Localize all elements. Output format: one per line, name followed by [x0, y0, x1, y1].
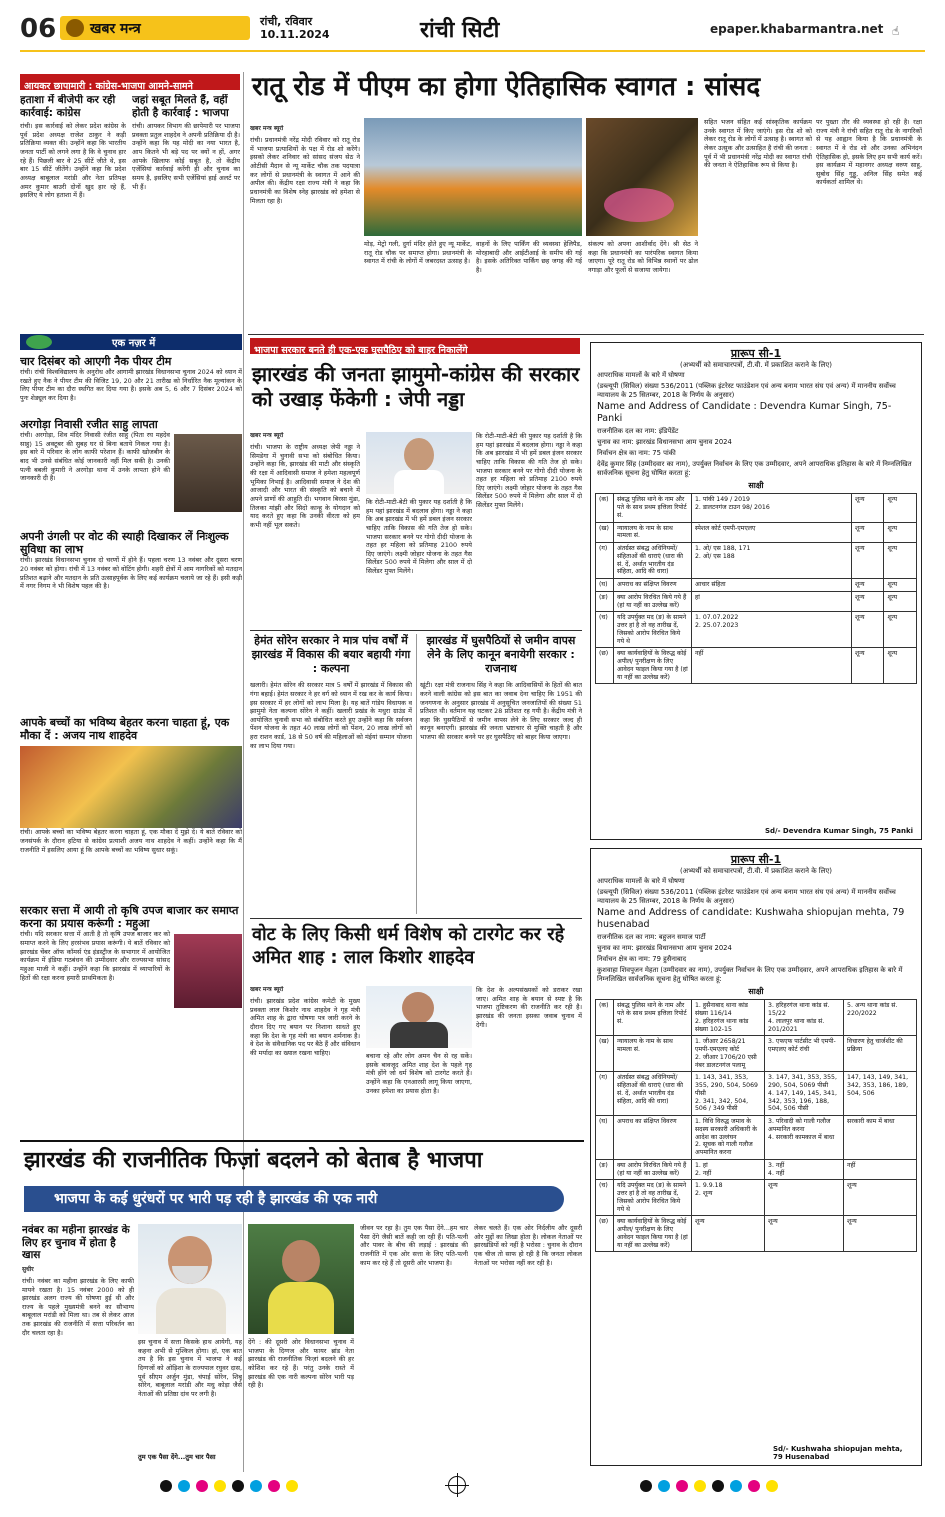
rangoli-photo — [586, 118, 698, 236]
feature-byline: सुधीर — [22, 1265, 34, 1273]
legal-table-row — [596, 579, 917, 592]
legal-1-table — [595, 493, 917, 684]
legal-table-cell: 3. एफएफ पार्टसीट भी एमपी-एमएलए कोर्ट रांची — [765, 1036, 844, 1072]
news-item-3 — [20, 530, 242, 708]
legal-2-intro: आपराधिक मामलों के बारे में घोषणा — [597, 877, 685, 885]
lead-col-5 — [704, 118, 812, 332]
legal-table-cell: 1. पांकी 149 / 2019 2. डालटनगंज टाउन 98/ 2016 — [692, 494, 852, 522]
lead-col-1 — [250, 125, 360, 330]
news-item-2-body: रांची। अरगोड़ा, शिव मंदिर निवासी रंजीत साहु (पिता रघ महदेव साहु) 15 अक्टूबर की सुबह घर से बिना बताये निकल गया है। इस बारे में परिवार के लोग काफी परेशान हैं। काफी खोजबीन के बाद भी उनसे संबंधित कोई जानकारी नहीं मिल सकी है। उनकी पत्नी बबली कुमारी ने अरगोड़ा थाना में उनके लापता होने की जानकारी दी है। — [20, 431, 170, 483]
legal-1-party: राजनीतिक दल का नाम: इंडिपेंडेंट — [597, 427, 679, 436]
amit-headline: वोट के लिए किसी धर्म विशेष को टारगेट कर रहे अमित शाह : लाल किशोर शाहदेव — [252, 924, 565, 968]
news-item-2-headline: अरगोड़ा निवासी रजीत साहु लापता — [20, 418, 158, 431]
registration-mark-icon — [448, 1476, 466, 1494]
feature-body-4: जीवन पर रहा है। तुम एक पैसा देंगे...हम चार पैसा देंगे जैसी बातें कही जा रही हैं। पति-पत्नी और पावर के बीच की लड़ाई : झारखंड की राजनीति में एक ओर सत्ता के लिए पति-पत्नी काम कर रहे हैं तो दूसरी ओर भाजपा है। — [360, 1224, 468, 1267]
legal-2-signature: Sd/- Kushwaha shiopujan mehta, 79 Husenabad — [773, 1445, 903, 1461]
legal-table-cell: शून्य — [884, 543, 917, 579]
legal-table-cell: (ग) — [596, 543, 614, 579]
color-registration-dot — [214, 1480, 226, 1492]
left-kicker-text: आयकर छापामारी : कांग्रेस-भाजपा आमने-सामने — [24, 81, 193, 92]
brand-logo-icon — [66, 19, 84, 37]
legal-table-row — [596, 1216, 917, 1252]
amit-col-3 — [476, 986, 582, 1126]
legal-table-cell: (ङ) — [596, 1159, 614, 1180]
kalpana-photo — [248, 1224, 354, 1334]
legal-2-declaration: कुशवाहा शिवपूजन मेहता (उम्मीदवार का नाम), उपर्युक्त निर्वाचन के लिए एक उम्मीदवार, अपने आपराधिक इतिहास के बारे में निम्नलिखित सार्वजनिक सूचना हेतु घोषित करता हूं: — [597, 965, 903, 983]
legal-table-cell: क्या आरोप विरचित किये गये हैं (हां या नहीं का उल्लेख करें) — [614, 591, 692, 612]
news-item-1-body: रांची। रांची विश्वविद्यालय के अनुरोध और आगामी झारखंड विधानसभा चुनाव 2024 को ध्यान में रखते हुए नैक ने पीयर टीम की विजिट 19, 20 और 21 तारीख को निर्धारित नैक मूल्यांकन के लिए पीयर टीम का दौरा स्थगित कर दिया गया है। इसके अब 5, 6 और 7 दिसंबर 2024 को पुनः शेड्यूल कर दिया है। — [20, 368, 242, 403]
legal-table-row — [596, 1072, 917, 1116]
feature-col-5 — [474, 1224, 582, 1462]
brand-bar — [60, 16, 250, 40]
lead-byline: खबर मन्त्र ब्यूरो — [250, 125, 284, 132]
feature-box-title: नवंबर का महीना झारखंड के लिए हर चुनाव में होता है खास — [22, 1224, 130, 1262]
legal-table-cell: शून्य — [884, 579, 917, 592]
nadda-bottom-rule — [250, 630, 582, 631]
roadshow-photo — [364, 118, 582, 236]
legal-table-cell: अंतर्ग्रस्त संबद्ध अधिनियमों/ संहिताओं की धाराएं (धारा की सं. दें, अर्थात भारतीय दंड संहिता, आदि की धारा) — [614, 1072, 692, 1116]
legal-table-cell: शून्य — [884, 522, 917, 543]
legal-table-cell: आचार संहिता — [692, 579, 852, 592]
left-story-2-body: रांची। आयकर विभाग की छापेमारी पर भाजपा प्रवक्ता प्रतुल शाहदेव ने अपनी प्रतिक्रिया दी है। उन्होंने कहा कि यह मोदी का नया भारत है, आप कितने भी बड़े पद पर क्यों न हों, अगर आपके खिलाफ कोई सबूत है, तो केंद्रीय एजेंसियां कार्रवाई करेंगी ही और चुनाव का समय है, इसलिए सभी एजेंसियां हाई अलर्ट पर भी हैं। — [132, 122, 240, 191]
legal-table-cell: (ख) — [596, 1036, 614, 1072]
news-item-1 — [20, 355, 242, 415]
color-registration-dot — [748, 1480, 760, 1492]
left-story-2-headline: जहां सबूत मिलते हैं, वहीं होती है कार्रवाई : भाजपा — [132, 94, 229, 119]
lead-body-6: पर पुख्ता तौर की व्यवस्था हो रही है। रक्षा राज्य मंत्री ने रांची सहित रातू रोड के नागरिकों से यह आह्वान किया है कि प्रधानमंत्री के स्वागत में वे रोड शो और उनका अभिनंदन ऐतिहासिक हो, इसके लिए हम सभी कार्य करें। इस कार्यक्रम में महानगर अध्यक्ष वरुण साहु, सुबोध सिंह गुड्डू, अनिल सिंह समेत कई कार्यकर्ता शामिल थे। — [816, 118, 922, 187]
feature-body-2: इस चुनाव में सत्ता किसके हाथ आयेगी, यह कहना अभी से मुश्किल होगा। हां, एक बात तय है कि इस चुनाव में भाजपा ने कई दिग्गजों को ओड़िशा के राज्यपाल रघुवर दास, पूर्व सीएम अर्जुन मुंडा, चंपाई सोरेन, शिबू सोरेन, बाबूलाल मरांडी और मधु कोड़ा जैसे नेताओं की प्रतिष्ठा दांव पर लगी है। — [138, 1338, 242, 1398]
legal-table-cell: यदि उपर्युक्त मद (ङ) के सामने उत्तर हां है तो वह तारीख दें, जिसको आरोप विरचित किये गये थे — [614, 612, 692, 648]
legal-table-row — [596, 1159, 917, 1180]
lead-body-3: वाहनों के लिए पार्किंग की व्यवस्था हेलिपैड, मोरहाबादी और आईटीआई के समीप की गई है। इसके अतिरिक्त पार्किंग छह जगह की गई है। — [476, 240, 582, 274]
legal-table-row — [596, 1036, 917, 1072]
legal-1-intro: आपराधिक मामलों के बारे में घोषणा — [597, 371, 685, 379]
lead-col-4 — [588, 240, 698, 332]
legal-table-cell: न्यायालय के नाम के साथ मामला सं. — [614, 522, 692, 543]
legal-table-row — [596, 1000, 917, 1036]
kalpana-face-icon — [282, 1240, 320, 1282]
nadda-headline: झारखंड की जनता झामुमो-कांग्रेस की सरकार को उखाड़ फेंकेगी : जेपी नड्डा — [252, 362, 580, 411]
legal-table-row — [596, 591, 917, 612]
col-divider — [243, 72, 244, 1472]
ek-nazar-bar — [20, 334, 242, 350]
kalpana-divider — [416, 634, 417, 914]
kalpana-story — [250, 634, 412, 914]
legal-table-cell: संबद्ध पुलिस थाने के नाम और पते के साथ प्रथम इत्तिला रिपोर्ट सं. — [614, 1000, 692, 1036]
color-registration-dot — [658, 1480, 670, 1492]
nadda-body-2: कि रोटी-माटी-बेटी की पुकार यह दर्शाती है कि हम यहां झारखंड में बदलाव होगा। नड्डा ने कहा कि अब झारखंड में भी हमें डबल इंजन सरकार चाहिए ताकि विकास की गति तेज हो सके। भाजपा सरकार बनने पर गोगो दीदी योजना के तहत हर महिला को प्रतिमाह 2100 रुपये दिए जाएंगे। लक्ष्मी जोहार योजना के तहत गैस सिलेंडर 500 रुपये में मिलेगा और साल में दो सिलेंडर मुफ्त मिलेंगे। — [366, 498, 472, 576]
legal-table-cell: शून्य — [851, 494, 884, 522]
feature-headline: झारखंड की राजनीतिक फिज़ां बदलने को बेताब है भाजपा — [24, 1148, 483, 1173]
legal-table-cell: (क) — [596, 1000, 614, 1036]
feature-col-2 — [138, 1338, 242, 1462]
brand-name: खबर मन्त्र — [90, 21, 141, 37]
feature-subhead: भाजपा के कई धुरंधरों पर भारी पड़ रही है झारखंड की एक नारी — [54, 1191, 378, 1207]
feature-top-rule — [20, 1140, 584, 1142]
legal-table-cell: (च) — [596, 1180, 614, 1216]
rajnath-story — [420, 634, 582, 914]
legal-table-cell: शून्य — [851, 648, 884, 684]
feature-body-1: रांची। नवंबर का महीना झारखंड के लिए काफी मायने रखता है। 15 नवंबर 2000 को ही झारखंड अलग राज्य की घोषणा हुई थी और राज्य के पहले मुख्यमंत्री बनने का सौभाग्य बाबूलाल मरांडी को मिला था। तब से लेकर आज तक झारखंड की राजनीति में सत्ता परिवर्तन का दौर चलता रहा है। — [22, 1276, 134, 1337]
nadda-kicker-text: भाजपा सरकार बनते ही एक-एक घुसपैठिए को बाहर निकालेंगे — [254, 345, 468, 356]
legal-1-signature: Sd/- Devendra Kumar Singh, 75 Panki — [764, 827, 913, 835]
news-item-4 — [20, 716, 242, 896]
legal-table-cell: स्पेशल कोर्ट एमपी-एमएलए — [692, 522, 852, 543]
legal-1-ref: (डब्ल्यूपी (सिविल) संख्या 536/2011 (पब्लिक इंटरेस्ट फाउंडेशन एवं अन्य बनाम भारत संघ एवं अन्य) में माननीय सर्वोच्च न्यायालय के 25 सितम्बर, 2018 के निर्णय के अनुसार) — [597, 381, 896, 399]
legal-table-cell: 5. अन्य थाना कांड सं. 220/2022 — [844, 1000, 917, 1036]
nadda-body-3: कि रोटी-माटी-बेटी की पुकार यह दर्शाती है कि हम यहां झारखंड में बदलाव होगा। नड्डा ने कहा कि अब झारखंड में भी हमें डबल इंजन सरकार चाहिए ताकि विकास की गति तेज हो सके। भाजपा सरकार बनने पर गोगो दीदी योजना के तहत हर महिला को प्रतिमाह 2100 रुपये दिए जाएंगे। लक्ष्मी जोहार योजना के तहत गैस सिलेंडर 500 रुपये में मिलेगा और साल में दो सिलेंडर मुफ्त मिलेंगे। — [476, 432, 582, 510]
legal-table-cell: (छ) — [596, 648, 614, 684]
legal-2-title: प्रारूप सी-1 — [730, 853, 782, 866]
nadda-body: रांची। भाजपा के राष्ट्रीय अध्यक्ष जेपी नड्डा ने सिमडेगा में चुनावी सभा को संबोधित किया। उन्होंने कहा कि, झारखंड की माटी और संस्कृति की रक्षा में आदिवासी समाज ने हमेशा महत्वपूर्ण भूमिका निभाई है। आदिवासी समाज ने देश की आजादी और भारत की संस्कृति को बचाने में अपने प्राणों की आहुति दी। भगवान बिरसा मुंडा, तिलका मांझी और सिदो कान्हू के योगदान को याद करते हुए कहा कि उनकी वीरता को हम कभी नहीं भूल सकते। — [250, 443, 360, 529]
legal-table-row — [596, 1116, 917, 1160]
legal-table-cell: क्या आरोप विरचित किये गये हैं (हां या नहीं का उल्लेख करें) — [614, 1159, 692, 1180]
legal-table-cell: (च) — [596, 612, 614, 648]
legal-table-cell: शून्य — [844, 1180, 917, 1216]
legal-table-cell: यदि उपर्युक्त मद (ङ) के सामने उत्तर हां है तो वह तारीख दें, जिसको आरोप विरचित किये गये थे — [614, 1180, 692, 1216]
legal-table-cell: 1. हां 2. नहीं — [692, 1159, 765, 1180]
legal-table-cell: 3. हरिहरगंज थाना कांड सं. 15/22 4. लालपुर थाना कांड सं. 201/2021 — [765, 1000, 844, 1036]
news-item-3-body: रांची। झारखंड विधानसभा चुनाव दो चरणों में होने हैं। पहला चरण 13 नवंबर और दूसरा चरण 20 नवंबर को होगा। रांची में 13 नवंबर को वोटिंग होगी। शहरी क्षेत्रों में आम नागरिकों को मतदान प्रतिशत बढ़ाने और मतदान के प्रति उत्साहपूर्वक के लिए कई कार्यक्रम चलाये जा रहे हैं। इसी कड़ी में नगर निगम ने भी विशेष पहल की है। — [20, 556, 242, 591]
legal-table-cell: शून्य — [844, 1216, 917, 1252]
kalpana-saree-icon — [268, 1282, 334, 1334]
news-item-4-body: रांची। आपके बच्चों का भविष्य बेहतर करना चाहता हूं, एक मौका दें मुझे दें। ये बातें रविवार को जनसंपर्क के दौरान हटिया से कांग्रेस प्रत्याशी अजय नाथ शाहदेव ने कहीं। उन्होंने कहा कि मैं राजनीति में इसलिए आया हूं कि आपके बच्चों का भविष्य सुधार सकूं। — [20, 828, 242, 854]
rajnath-bottom-rule — [250, 918, 582, 919]
dateline-date: 10.11.2024 — [260, 28, 330, 41]
legal-table-cell: (क) — [596, 494, 614, 522]
legal-table-row — [596, 522, 917, 543]
feature-body-3: देंगे : की दूसरी ओर विधानसभा चुनाव में भाजपा के दिग्गज और फायर ब्रांड नेता झारखंड की राजनीतिक फिज़ां बदलने की हर कोशिश कर रहे हैं। परंतु उनके रास्ते में झारखंड की एक नारी कल्पना सोरेन भारी पड़ रही है। — [248, 1338, 354, 1390]
legal-1-saakshi: साक्षी — [748, 481, 764, 491]
color-registration-dot — [250, 1480, 262, 1492]
lead-bottom-rule — [248, 334, 924, 335]
legal-table-row — [596, 648, 917, 684]
amit-byline: खबर मन्त्र ब्यूरो — [250, 986, 284, 993]
legal-table-cell: शून्य — [765, 1216, 844, 1252]
amit-col-1 — [250, 986, 360, 1126]
legal-2-constituency: निर्वाचन क्षेत्र का नाम: 79 हुसैनाबाद — [597, 954, 687, 963]
legal-table-cell: शून्य — [851, 612, 884, 648]
rajnath-headline: झारखंड में घुसपैठियों से जमीन वापस लेने के लिए कानून बनायेगी सरकार : राजनाथ — [426, 634, 576, 675]
globe-icon — [26, 335, 52, 349]
legal-table-row — [596, 494, 917, 522]
mahua-maji-photo — [174, 934, 242, 1008]
legal-table-cell: शून्य — [692, 1216, 765, 1252]
lal-kishore-shirt-icon — [390, 1022, 448, 1048]
legal-table-cell: शून्य — [851, 591, 884, 612]
legal-table-cell: 3. नहीं 4. नहीं — [765, 1159, 844, 1180]
legal-table-cell: (घ) — [596, 579, 614, 592]
legal-table-cell: (घ) — [596, 1116, 614, 1160]
lead-headline: रातू रोड में पीएम का होगा ऐतिहासिक स्वागत : सांसद — [252, 72, 761, 102]
lead-body-5: सहित भजन संहित कई सांस्कृतिक कार्यक्रम उनके स्वागत में किए जाएंगे। इस रोड शो को लेकर रातू रोड के लोगों में उत्साह है। स्वागत को लेकर उत्सुक और उत्साहित है रांची की जनता : पूर्व में भी प्रधानमंत्री नरेंद्र मोदी का स्वागत रांची की जनता ने ऐतिहासिक रूप से किया है। — [704, 118, 812, 170]
modi-kurta-icon — [156, 1288, 226, 1334]
feature-col-4 — [360, 1224, 468, 1462]
color-registration-dot — [676, 1480, 688, 1492]
color-registration-dot — [196, 1480, 208, 1492]
nadda-face-icon — [404, 438, 434, 472]
missing-person-photo — [174, 434, 242, 512]
lead-col-2 — [364, 240, 472, 332]
feature-box — [22, 1224, 134, 1462]
amit-col-2 — [366, 1052, 472, 1126]
legal-table-cell: अंतर्ग्रस्त संबद्ध अधिनियमों/ संहिताओं की धाराएं (धारा की सं. दें, अर्थात भारतीय दंड संहिता, आदि की धारा) — [614, 543, 692, 579]
legal-2-party: राजनीतिक दल का नाम: बहुजन समाज पार्टी — [597, 933, 706, 942]
website-url[interactable]: epaper.khabarmantra.net — [710, 22, 884, 36]
legal-table-cell: अपराध का संक्षिप्त विवरण — [614, 579, 692, 592]
legal-table-cell: अपराध का संक्षिप्त विवरण — [614, 1116, 692, 1160]
amit-body-3: कि देश के अल्पसंख्यकों को डराकर रखा जाए। अमित शाह के बयान से स्पष्ट है कि भाजपा तुष्टिकरण की राजनीति कर रही है। झारखंड की जनता इसका जवाब चुनाव में देगी। — [476, 986, 582, 1029]
amit-body: रांची। झारखंड प्रदेश कांग्रेस कमेटी के मुख्य प्रवक्ता लाल किशोर नाथ शाहदेव ने गृह मंत्री अमित शाह के द्वारा घोषणा पत्र जारी करने के दौरान दिए गए बयान पर निशाना साधते हुए कहा कि देश के गृह मंत्री का बयान शर्मनाक है। वे देश के संवैधानिक पद पर बैठे हैं और संविधान की मर्यादा का ख्याल रखना चाहिए। — [250, 997, 360, 1057]
legal-table-cell: शून्य — [851, 522, 884, 543]
left-kicker — [20, 74, 240, 90]
left-story-1-headline: हताशा में बीजेपी कर रही कार्रवाई: कांग्रेस — [20, 94, 116, 119]
kalpana-headline: हेमंत सोरेन सरकार ने मात्र पांच वर्षों में झारखंड में विकास की बयार बहायी गंगा : कल्पना — [251, 634, 411, 675]
lead-col-3 — [476, 240, 582, 332]
color-registration-dot — [766, 1480, 778, 1492]
news-item-3-headline: अपनी उंगली पर वोट की स्याही दिखाकर लें निःशुल्क सुविधा का लाभ — [20, 530, 229, 557]
masthead — [20, 12, 925, 48]
nadda-kicker — [250, 338, 580, 354]
legal-table-cell: 1. 9.9.18 2. शून्य — [692, 1180, 765, 1216]
legal-table-cell: 1. 143, 341, 353, 355, 290, 504, 5069 पीसी 2. 341, 342, 504, 506 / 349 पीसी — [692, 1072, 765, 1116]
news-item-5-body: रांची। यदि सरकार सत्ता में आती है तो कृषि उपज बाजार कर को समाप्त करने के लिए हरसंभव प्रयास करूंगी। ये बातें रविवार को झारखंड चेंबर ऑफ कॉमर्स एंड इंडस्ट्रीज के सभागार में आयोजित कार्यक्रम में इंडिया गठबंधन की उम्मीदवार और राज्यसभा सांसद महुआ माजी ने कहीं। उन्होंने कहा कि झारखंड में व्यापारियों के हितों की रक्षा करना हमारी प्राथमिकता है। — [20, 930, 170, 982]
modi-beard-icon — [172, 1266, 208, 1284]
page-number: 06 — [20, 14, 57, 44]
ek-nazar-label: एक नज़र में — [112, 338, 156, 349]
legal-notice-1 — [590, 342, 922, 840]
legal-table-cell: शून्य — [884, 648, 917, 684]
left-story-2 — [132, 94, 240, 324]
legal-table-row — [596, 543, 917, 579]
legal-1-declaration: देवेंद्र कुमार सिंह (उम्मीदवार का नाम), उपर्युक्त निर्वाचन के लिए एक उम्मीदवार, अपने आपराधिक इतिहास के बारे में निम्नलिखित सार्वजनिक सूचना हेतु घोषित करता हूं: — [597, 459, 912, 477]
registration-cross-v — [457, 1473, 458, 1497]
legal-table-cell: 1. हुसैनाबाद थाना कांड संख्या 116/14 2. हरिहरगंज थाना कांड संख्या 102-15 — [692, 1000, 765, 1036]
legal-table-cell: शून्य — [884, 494, 917, 522]
legal-table-cell: हां — [692, 591, 852, 612]
legal-1-election: चुनाव का नाम: झारखंड विधानसभा आम चुनाव 2024 — [597, 438, 732, 447]
legal-table-cell: 147, 143, 149, 341, 342, 353, 186, 189, 504, 506 — [844, 1072, 917, 1116]
kalpana-body: खलारी। हेमंत सोरेन की सरकार मात्र 5 वर्षों में झारखंड में विकास की गंगा बहाई। हेमंत सरकार ने हर वर्ग को ध्यान में रख कर के कार्य किया। इस सरकार में हर लोगों को लाभ मिला है। यह बातें गांडेय विधायक व झामुमो नेता कल्पना सोरेन ने कहीं। खलारी प्रखंड के मधुरा ग्राउंड में आयोजित चुनावी सभा को संबोधित करते हुए उन्होंने कहा कि सर्वजन पेंशन योजना के तहत 40 लाख लोगों को पेंशन, 20 लाख लोगों को हरा राशन कार्ड, 18 से 50 वर्ष की महिलाओं को मंईयां सम्मान योजना का लाभ दिया गया। — [250, 681, 412, 750]
legal-table-cell: नहीं — [844, 1159, 917, 1180]
legal-table-cell: क्या कार्यवाहियों के विरुद्ध कोई अपील/ पुनरीक्षण के लिए आवेदन फाइल किया गया है (हां या नहीं का उल्लेख करें) — [614, 648, 692, 684]
news-item-4-headline: आपके बच्चों का भविष्य बेहतर करना चाहता हूं, एक मौका दें : अजय नाथ शाहदेव — [20, 716, 230, 743]
legal-table-cell: संबद्ध पुलिस थाने के नाम और पते के साथ प्रथम इत्तिला रिपोर्ट सं. — [614, 494, 692, 522]
legal-1-candidate: Name and Address of Candidate : Devendra Kumar Singh, 75- Panki — [597, 401, 892, 425]
news-item-5 — [20, 904, 242, 1144]
footer-strip — [20, 1476, 925, 1496]
legal-1-constituency: निर्वाचन क्षेत्र का नाम: 75 पांकी — [597, 448, 676, 457]
left-story-1-body: रांची। इस कार्रवाई को लेकर प्रदेश कांग्रेस के पूर्व प्रदेश अध्यक्ष राजेश ठाकुर ने कड़ी प्रतिक्रिया व्यक्त की। उन्होंने कहा कि भारतीय जनता पार्टी को लगने लगा है कि वे चुनाव हार रहे हैं। पिछली बार वे 25 सीटें जीते थे, इस बार 15 सीटें जीतेंगे। उन्होंने कहा कि प्रदेश अध्यक्ष बाबूलाल मरांडी और नेता प्रतिपक्ष अमर कुमार बाउरी दोनों खुद हार रहे हैं, इसलिए ये लोग हताशा में हैं। — [20, 122, 126, 200]
nadda-body-icon — [394, 470, 444, 494]
lead-body-1: रांची। प्रधानमंत्री नरेंद्र मोदी रविवार को रातू रोड में भाजपा प्रत्याशियों के पक्ष में रोड शो करेंगे। इसको लेकर शनिवार को सांसद संजय सेठ ने ओटीसी मैदान से न्यू मार्केट चौक तक पदयात्रा कर लोगों से प्रधानमंत्री के स्वागत में आने की अपील की। केंद्रीय रक्षा राज्य मंत्री ने कहा कि प्रधानमंत्री का विशेष स्नेह झारखंड को हमेशा से मिलता रहा है। — [250, 136, 360, 205]
cursor-icon: ☝ — [892, 24, 900, 38]
color-registration-dot — [712, 1480, 724, 1492]
legal-table-cell: 1. 07.07.2022 2. 25.07.2023 — [692, 612, 852, 648]
feature-caption: तुम एक पैसा देंगे...तुम चार पैसा — [138, 1453, 216, 1461]
rajnath-body: खूंटी। रक्षा मंत्री राजनाथ सिंह ने कहा कि आदिवासियों के हितों की बात करने वाली कांग्रेस को इस बात का जवाब देना चाहिए कि 1951 की जनगणना के अनुसार झारखंड में अनुसूचित जनजातियों की संख्या 51 प्रतिशत थी। वर्तमान यह घटकर 28 प्रतिशत रह गयी है। केंद्रीय मंत्री ने कहा कि घुसपैठियों से जमीन वापस लेने के लिए सरकार जल्द ही कानून बनाएगी। झारखंड की जनता भ्रष्टाचार से मुक्ति चाहती है और भाजपा की सरकार बनने पर हर घुसपैठिए को बाहर किया जाएगा। — [420, 681, 582, 742]
lead-body-2: मोड़, मेट्रो गली, दुर्गा मंदिर होते हुए न्यू मार्केट, रातू रोड चौक पर समाप्त होगा। प्रधानमंत्री के स्वागत में रांची के लोगों में जबरदस्त उत्साह है। — [364, 240, 472, 266]
legal-2-candidate: Name and Address of candidate: Kushwaha shiopujan mehta, 79 husenabad — [597, 907, 905, 931]
feature-col-3 — [248, 1338, 354, 1450]
legal-table-cell: 1. जीआर 2658/21 एमपी-एमएलए कोर्ट 2. जीआर 1706/20 एसी नंबर डालटनगंज पलामू — [692, 1036, 765, 1072]
legal-table-cell: सरकारी काम में बाधा — [844, 1116, 917, 1160]
legal-table-cell: (ग) — [596, 1072, 614, 1116]
color-registration-dot — [232, 1480, 244, 1492]
legal-table-cell: शून्य — [765, 1180, 844, 1216]
legal-table-cell: (छ) — [596, 1216, 614, 1252]
legal-table-cell: (ङ) — [596, 591, 614, 612]
legal-table-cell: शून्य — [884, 591, 917, 612]
lead-body-4: संकल्प को अपना आशीर्वाद देंगे। श्री सेठ ने कहा कि प्रधानमंत्री का पारंपरिक स्वागत किया जाएगा। पूरे रातू रोड को विभिन्न स्थानों पर ढोल नगाड़ा और फूलों से सजाया जायेगा। — [588, 240, 698, 274]
lal-kishore-face-icon — [402, 992, 434, 1024]
legal-table-cell: नहीं — [692, 648, 852, 684]
legal-2-sub: (अभ्यर्थी को समाचारपत्रों, टी.वी. में प्रकाशित कराने के लिए) — [680, 867, 832, 875]
news-item-1-headline: चार दिसंबर को आएगी नैक पीयर टीम — [20, 355, 172, 368]
legal-2-saakshi: साक्षी — [748, 987, 764, 997]
lal-kishore-photo — [366, 986, 472, 1048]
color-registration-dot — [160, 1480, 172, 1492]
color-registration-dot — [640, 1480, 652, 1492]
legal-1-title: प्रारूप सी-1 — [730, 347, 782, 360]
news-item-5-headline: सरकार सत्ता में आयी तो कृषि उपज बाजार कर समाप्त करना का प्रयास करूंगी : महुआ — [20, 904, 239, 931]
legal-2-table — [595, 999, 917, 1252]
legal-notice-2 — [590, 848, 922, 1466]
legal-table-cell: 1. ओ/ एस 188, 171 2. ओ/ एस 188 — [692, 543, 852, 579]
legal-table-cell: न्यायालय के नाम के साथ मामला सं. — [614, 1036, 692, 1072]
nadda-col-1 — [250, 432, 360, 628]
nadda-photo — [366, 432, 472, 494]
legal-table-cell: शून्य — [851, 543, 884, 579]
dateline-city: रांची, रविवार — [260, 15, 313, 28]
color-registration-dot — [730, 1480, 742, 1492]
nadda-col-3 — [476, 432, 582, 628]
amit-body-2: बचाना रहे और लोग अमन चैन से रह सकें। इसके बावजूद अमित शाह देश के पहले गृह मंत्री होंगे जो धर्म विशेष को टारगेट करते हैं। उन्होंने कहा कि एनआरसी लागू किया जाएगा, उनका हमेशा का प्रयास होता है। — [366, 1052, 472, 1095]
color-registration-dot — [178, 1480, 190, 1492]
legal-table-row — [596, 1180, 917, 1216]
legal-table-cell: विचारण हेतु चार्जशीट की प्रक्रिया — [844, 1036, 917, 1072]
feature-subhead-bar — [24, 1186, 564, 1212]
modi-photo — [138, 1224, 242, 1334]
legal-table-cell: शून्य — [851, 579, 884, 592]
legal-table-cell: 3. परिवादी को गाली गलौज अपमानित करना 4. सरकारी कामकाज में बाधा — [765, 1116, 844, 1160]
lead-col-6 — [816, 118, 922, 332]
rangoli-flower-icon — [604, 188, 674, 222]
news-item-2 — [20, 418, 242, 528]
legal-table-cell: क्या कार्यवाहियों के विरुद्ध कोई अपील/ पुनरीक्षण के लिए आवेदन फाइल किया गया है (हां या नहीं का उल्लेख करें) — [614, 1216, 692, 1252]
left-story-1 — [20, 94, 126, 324]
color-registration-dot — [268, 1480, 280, 1492]
nadda-col-2 — [366, 498, 472, 628]
legal-table-cell: 1. विधि विरुद्ध जमाव के सदस्य सरकारी अधिकारी के आदेश का उल्लंघन 2. सूचक को गाली गलौज अपमानित करना — [692, 1116, 765, 1160]
legal-table-cell: शून्य — [884, 612, 917, 648]
feature-body-5: लेकर चलते हैं। एक ओर निर्दलीय और दूसरी ओर मुद्दों का लिखा होता है। लोकल नेताओं पर झारखंडियों को नहीं है भरोसा : चुनाव के दौरान एक चीज तो साफ हो रही है कि जनता लोकल नेताओं पर भरोसा नहीं कर रही है। — [474, 1224, 582, 1267]
section-title: रांची सिटी — [420, 18, 500, 43]
color-registration-dot — [286, 1480, 298, 1492]
rally-crowd-photo — [20, 746, 242, 828]
legal-2-ref: (डब्ल्यूपी (सिविल) संख्या 536/2011 (पब्लिक इंटरेस्ट फाउंडेशन एवं अन्य बनाम भारत संघ एवं अन्य) में माननीय सर्वोच्च न्यायालय के 25 सितम्बर, 2018 के निर्णय के अनुसार) — [597, 887, 896, 905]
nadda-byline: खबर मन्त्र ब्यूरो — [250, 432, 284, 439]
color-registration-dot — [694, 1480, 706, 1492]
legal-1-sub: (अभ्यर्थी को समाचारपत्रों, टी.वी. में प्रकाशित कराने के लिए) — [680, 361, 832, 369]
legal-2-election: चुनाव का नाम: झारखंड विधानसभा आम चुनाव 2024 — [597, 944, 732, 953]
legal-table-cell: 3. 147, 341, 353, 355, 290, 504, 5069 पीसी 4. 147, 149, 145, 341, 342, 353, 196, 188, 504, 506 पीसी — [765, 1072, 844, 1116]
legal-table-cell: (ख) — [596, 522, 614, 543]
masthead-rule — [20, 50, 925, 52]
legal-table-row — [596, 612, 917, 648]
